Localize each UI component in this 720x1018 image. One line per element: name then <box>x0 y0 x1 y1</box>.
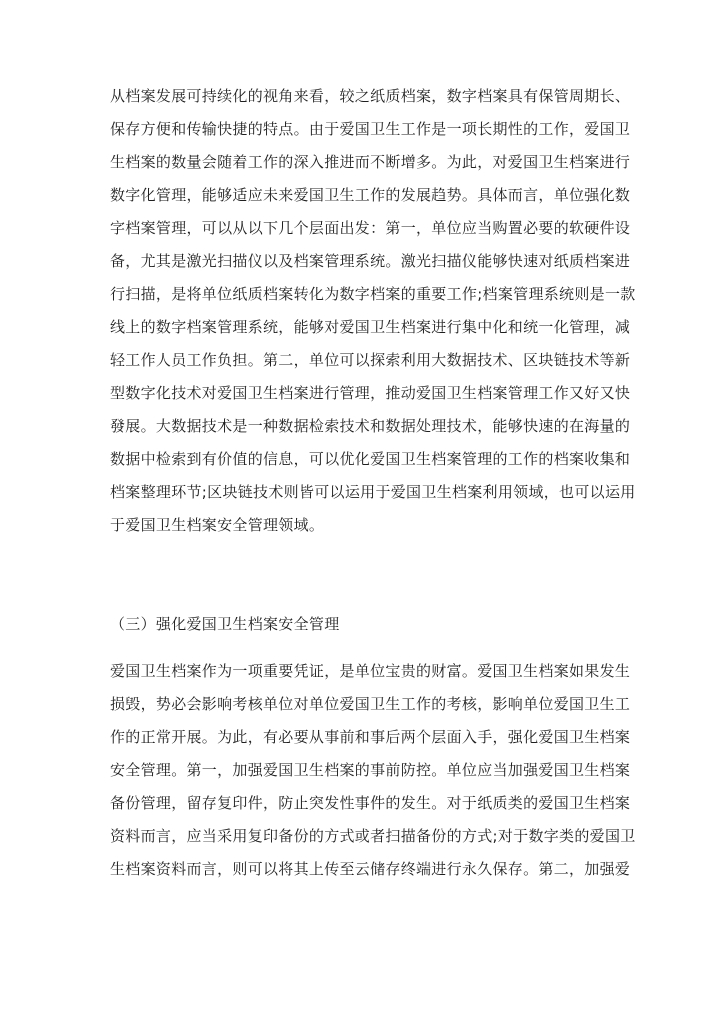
text-line: 轻工作人员工作负担。第二，单位可以探索利用大数据技术、区块链技术等新 <box>110 351 631 369</box>
text-line: 数字化管理，能够适应未来爱国卫生工作的发展趋势。具体而言，单位强化数 <box>110 186 631 204</box>
text-line: 于爱国卫生档案安全管理领域。 <box>110 516 325 534</box>
text-line: 生档案的数量会随着工作的深入推进而不断增多。为此，对爱国卫生档案进行 <box>110 153 631 171</box>
text-line: 生档案资料而言，则可以将其上传至云储存终端进行永久保存。第二，加强爱 <box>110 860 631 878</box>
text-line: 型数字化技术对爱国卫生档案进行管理，推动爱国卫生档案管理工作又好又快 <box>110 384 631 402</box>
text-line: 线上的数字档案管理系统，能够对爱国卫生档案进行集中化和统一化管理，减 <box>110 318 631 336</box>
text-line: 档案整理环节;区块链技术则皆可以运用于爱国卫生档案利用领域，也可以运用 <box>110 483 636 501</box>
text-line: 爱国卫生档案作为一项重要凭证，是单位宝贵的财富。爱国卫生档案如果发生 <box>110 662 631 680</box>
text-line: 發展。大数据技术是一种数据检索技术和数据处理技术，能够快速的在海量的 <box>110 417 631 435</box>
text-line: 行扫描，是将单位纸质档案转化为数字档案的重要工作;档案管理系统则是一款 <box>110 285 636 303</box>
text-line: 备，尤其是激光扫描仪以及档案管理系统。激光扫描仪能够快速对纸质档案进 <box>110 252 631 270</box>
text-line: 字档案管理，可以从以下几个层面出发：第一，单位应当购置必要的软硬件设 <box>110 219 631 237</box>
text-line: 数据中检索到有价值的信息，可以优化爱国卫生档案管理的工作的档案收集和 <box>110 450 631 468</box>
text-line: 从档案发展可持续化的视角来看，较之纸质档案，数字档案具有保管周期长、 <box>110 87 631 105</box>
text-line: 保存方便和传输快捷的特点。由于爱国卫生工作是一项长期性的工作，爱国卫 <box>110 120 631 138</box>
text-line: 备份管理，留存复印件，防止突发性事件的发生。对于纸质类的爱国卫生档案 <box>110 794 631 812</box>
text-line: 资料而言，应当采用复印备份的方式或者扫描备份的方式;对于数字类的爱国卫 <box>110 827 636 845</box>
text-line: 作的正常开展。为此，有必要从事前和事后两个层面入手，强化爱国卫生档案 <box>110 728 631 746</box>
text-line: 损毁，势必会影响考核单位对单位爱国卫生工作的考核，影响单位爱国卫生工 <box>110 695 631 713</box>
section-heading: （三）强化爱国卫生档案安全管理 <box>110 615 340 633</box>
text-line: 安全管理。第一，加强爱国卫生档案的事前防控。单位应当加强爱国卫生档案 <box>110 761 631 779</box>
